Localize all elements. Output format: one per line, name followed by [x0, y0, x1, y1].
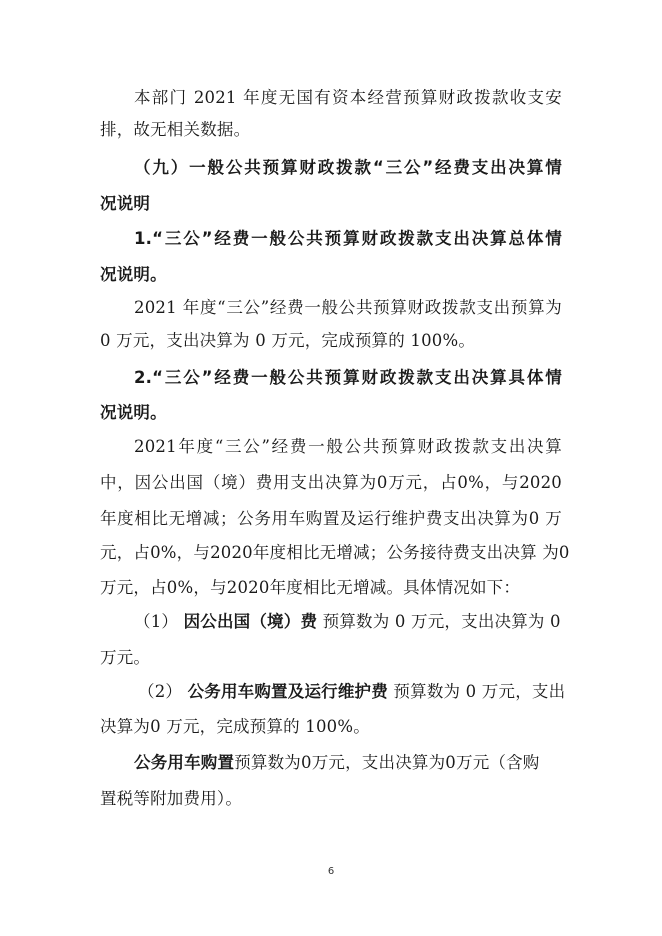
list-item-line [134, 611, 562, 633]
paragraph-line: 年度相比无增减；公务用车购置及运行维护费支出决算为0 万 [100, 509, 562, 528]
subsection-heading: 1.“三公”经费一般公共预算财政拨款支出决算总体情 [134, 229, 562, 248]
list-item-text: 预算数为 0 万元，支出决算为 0 [322, 612, 561, 631]
list-item-line [138, 681, 566, 703]
paragraph-line: 置税等附加费用）。 [100, 789, 243, 808]
inline-text: 预算数为0万元，支出决算为0万元（含购 [234, 753, 540, 772]
list-item-text: 预算数为 0 万元，支出 [393, 682, 566, 701]
paragraph-line: 万元，占0%，与2020年度相比无增减。具体情况如下： [100, 578, 521, 597]
subsection-heading: 况说明。 [100, 403, 167, 422]
page-number: 6 [327, 866, 335, 877]
list-item-title: 公务用车购置及运行维护费 [187, 682, 388, 701]
paragraph-line: 元，占0%，与2020年度相比无增减；公务接待费支出决算 为0 [100, 543, 570, 562]
paragraph-line [134, 752, 562, 774]
paragraph-line: 中，因公出国（境）费用支出决算为0万元，占0%，与2020 [100, 473, 562, 492]
paragraph-line: 2021年度“三公”经费一般公共预算财政拨款支出决算 [134, 437, 562, 456]
list-item-title: 因公出国（境）费 [183, 612, 318, 631]
paragraph-line: 排，故无相关数据。 [100, 120, 251, 139]
paragraph-line: 本部门 2021 年度无国有资本经营预算财政拨款收支安 [134, 88, 562, 107]
paragraph-line: 0 万元，支出决算为 0 万元，完成预算的 100%。 [100, 331, 476, 350]
inline-bold-term: 公务用车购置 [134, 753, 235, 772]
section-heading: 况说明 [100, 194, 151, 213]
paragraph-line: 2021 年度“三公”经费一般公共预算财政拨款支出预算为 [134, 298, 562, 317]
subsection-heading: 况说明。 [100, 265, 167, 284]
list-marker: （2） [138, 682, 183, 701]
list-marker: （1） [134, 612, 179, 631]
paragraph-line: 决算为0 万元，完成预算的 100%。 [100, 717, 370, 736]
paragraph-line: 万元。 [100, 648, 151, 667]
subsection-heading: 2.“三公”经费一般公共预算财政拨款支出决算具体情 [134, 368, 562, 387]
section-heading: （九）一般公共预算财政拨款“三公”经费支出决算情 [134, 158, 562, 177]
